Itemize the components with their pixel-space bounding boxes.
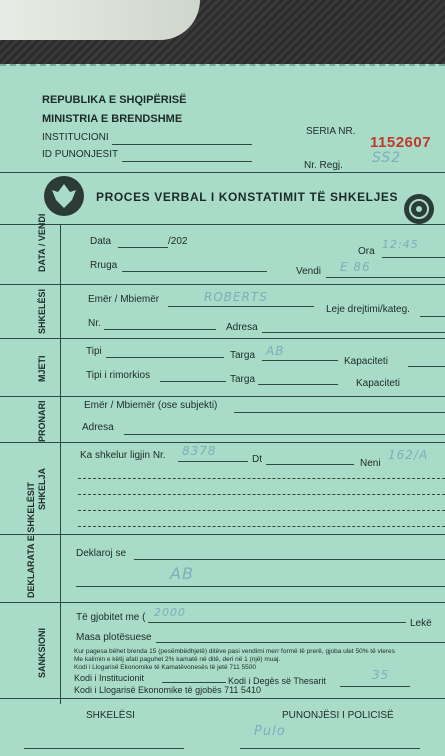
side-column-divider: [60, 224, 61, 704]
kodi-institucionit-label: Kodi i Institucionit: [74, 673, 145, 683]
ora-handwritten: 12:45: [382, 238, 419, 251]
owner-label: Emër / Mbiemër (ose subjekti): [84, 400, 218, 411]
ora-line: [382, 257, 445, 258]
rule-4: [0, 442, 445, 443]
id-label: ID PUNONJESIT: [42, 149, 119, 160]
section-deklarata: DEKLARATA E SHKELËSIT: [26, 482, 36, 598]
targa-line: [262, 360, 338, 361]
rimorkio-label: Tipi i rimorkios: [86, 370, 151, 381]
emer-label: Emër / Mbiemër: [88, 294, 160, 305]
masa-label: Masa plotësuese: [76, 632, 152, 643]
kapaciteti-label: Kapaciteti: [344, 356, 388, 367]
series-number: 1152607: [370, 134, 432, 151]
rimorkio-line: [160, 381, 226, 382]
masa-line: [156, 642, 445, 643]
deklaroj-line-2: [76, 586, 445, 587]
leke-label: Lekë: [410, 618, 432, 629]
targa2-label: Targa: [230, 374, 256, 385]
targa-label: Targa: [230, 350, 256, 361]
owner-adresa-label: Adresa: [82, 422, 114, 433]
ministry-heading: MINISTRIA E BRENDSHME: [42, 113, 183, 125]
institution-label: INSTITUCIONI: [42, 132, 109, 143]
violation-line-2: [78, 494, 445, 495]
rruga-label: Rruga: [90, 260, 118, 271]
reg-handwritten: SS2: [372, 150, 402, 166]
rule-7: [0, 698, 445, 699]
reg-label: Nr. Regj.: [304, 160, 343, 171]
rule-1: [0, 284, 445, 285]
ligj-line: [178, 461, 248, 462]
date-year: /202: [168, 236, 188, 247]
leje-label: Leje drejtimi/kateg.: [326, 304, 410, 315]
emblem-eagle-icon: [44, 176, 84, 216]
title-top-rule: [0, 172, 445, 173]
window-glare: [0, 0, 200, 40]
note-2: Me kalimin e këtij afati paguhet 2% kamatë në ditë, deri në 1 (një) muaj.: [74, 656, 281, 663]
ligj-handwritten: 8378: [182, 444, 217, 458]
owner-adresa-line: [124, 434, 445, 435]
violation-line-1: [78, 478, 445, 479]
kapaciteti-line: [408, 366, 445, 367]
series-label: SERIA NR.: [306, 126, 356, 137]
section-shkelesi: SHKELËSI: [37, 288, 47, 334]
gjobitet-label: Të gjobitet me (: [76, 612, 146, 623]
adresa-line: [262, 332, 445, 333]
note-1: Kur pagesa bëhet brenda 15 (pesëmbëdhjetë) ditëve pasi vendimi merr formë të prerë, gjoba ulet 50% të vleres: [74, 648, 395, 655]
kodi-deges-line: [340, 686, 410, 687]
vendi-label: Vendi: [296, 266, 322, 277]
police-badge-icon: [404, 194, 434, 224]
republic-heading: REPUBLIKA E SHQIPËRISË: [42, 94, 187, 106]
date-line: [118, 247, 168, 248]
signature-line-police: [240, 748, 420, 749]
institution-line: [112, 144, 252, 145]
neni-label: Neni: [360, 458, 381, 469]
tipi-line: [106, 357, 224, 358]
nr-line: [104, 329, 216, 330]
gjobitet-line: [148, 622, 406, 623]
nr-label: Nr.: [88, 318, 101, 329]
vendi-handwritten: E 86: [340, 260, 371, 274]
id-line: [122, 161, 252, 162]
emer-line: [168, 306, 314, 307]
dt-label: Dt: [252, 454, 262, 465]
violation-line-4: [78, 526, 445, 527]
rule-5: [0, 534, 445, 535]
kodi-handwritten: 35: [372, 668, 390, 682]
signature-shkelesi-label: SHKELËSI: [86, 710, 135, 721]
title-bottom-rule: [0, 224, 445, 225]
section-mjeti: MJETI: [37, 355, 47, 382]
rule-6: [0, 602, 445, 603]
ora-label: Ora: [358, 246, 375, 257]
violation-form: [0, 64, 445, 756]
deklaroj-handwritten: AB: [170, 564, 194, 583]
signature-line-shkelesi: [24, 748, 184, 749]
form-title: PROCES VERBAL I KONSTATIMIT TË SHKELJES: [96, 190, 399, 204]
note-3: Kodi i Llogarisë Ekonomike të Kamatëvonesës të jetë 711 5500: [74, 664, 256, 671]
gjobitet-handwritten: 2000: [154, 606, 186, 619]
dt-line: [266, 464, 354, 465]
rruga-line: [122, 271, 267, 272]
deklaroj-label: Deklaroj se: [76, 548, 127, 559]
rule-3: [0, 396, 445, 397]
vendi-line: [326, 277, 445, 278]
neni-handwritten: 162/A: [388, 448, 429, 462]
kodi-deges-label: Kodi i Degës së Thesarit: [228, 676, 326, 686]
kodi-institucionit-line: [162, 682, 226, 683]
owner-line: [234, 412, 445, 413]
perforation-edge: [0, 64, 445, 70]
targa2-line: [258, 384, 338, 385]
signature-police-label: PUNONJËSI I POLICISË: [282, 710, 394, 721]
ligj-label: Ka shkelur ligjin Nr.: [80, 450, 166, 461]
violation-line-3: [78, 510, 445, 511]
section-sanksioni: SANKSIONI: [37, 627, 47, 678]
section-shkelja: SHKELJA: [37, 467, 47, 510]
tipi-label: Tipi: [86, 346, 102, 357]
deklaroj-line: [134, 559, 445, 560]
emer-handwritten: ROBERTS: [204, 290, 268, 304]
kodi-llogarise-label: Kodi i Llogarisë Ekonomike të gjobës 711 5410: [74, 685, 261, 695]
leje-line: [420, 316, 445, 317]
section-data: DATA / VENDI: [37, 213, 47, 272]
police-signature: Pulo: [254, 724, 286, 739]
rule-2: [0, 338, 445, 339]
adresa-label: Adresa: [226, 322, 258, 333]
kapaciteti2-label: Kapaciteti: [356, 378, 400, 389]
date-label: Data: [90, 236, 112, 247]
targa-handwritten: AB: [266, 344, 285, 358]
section-pronari: PRONARI: [37, 400, 47, 442]
